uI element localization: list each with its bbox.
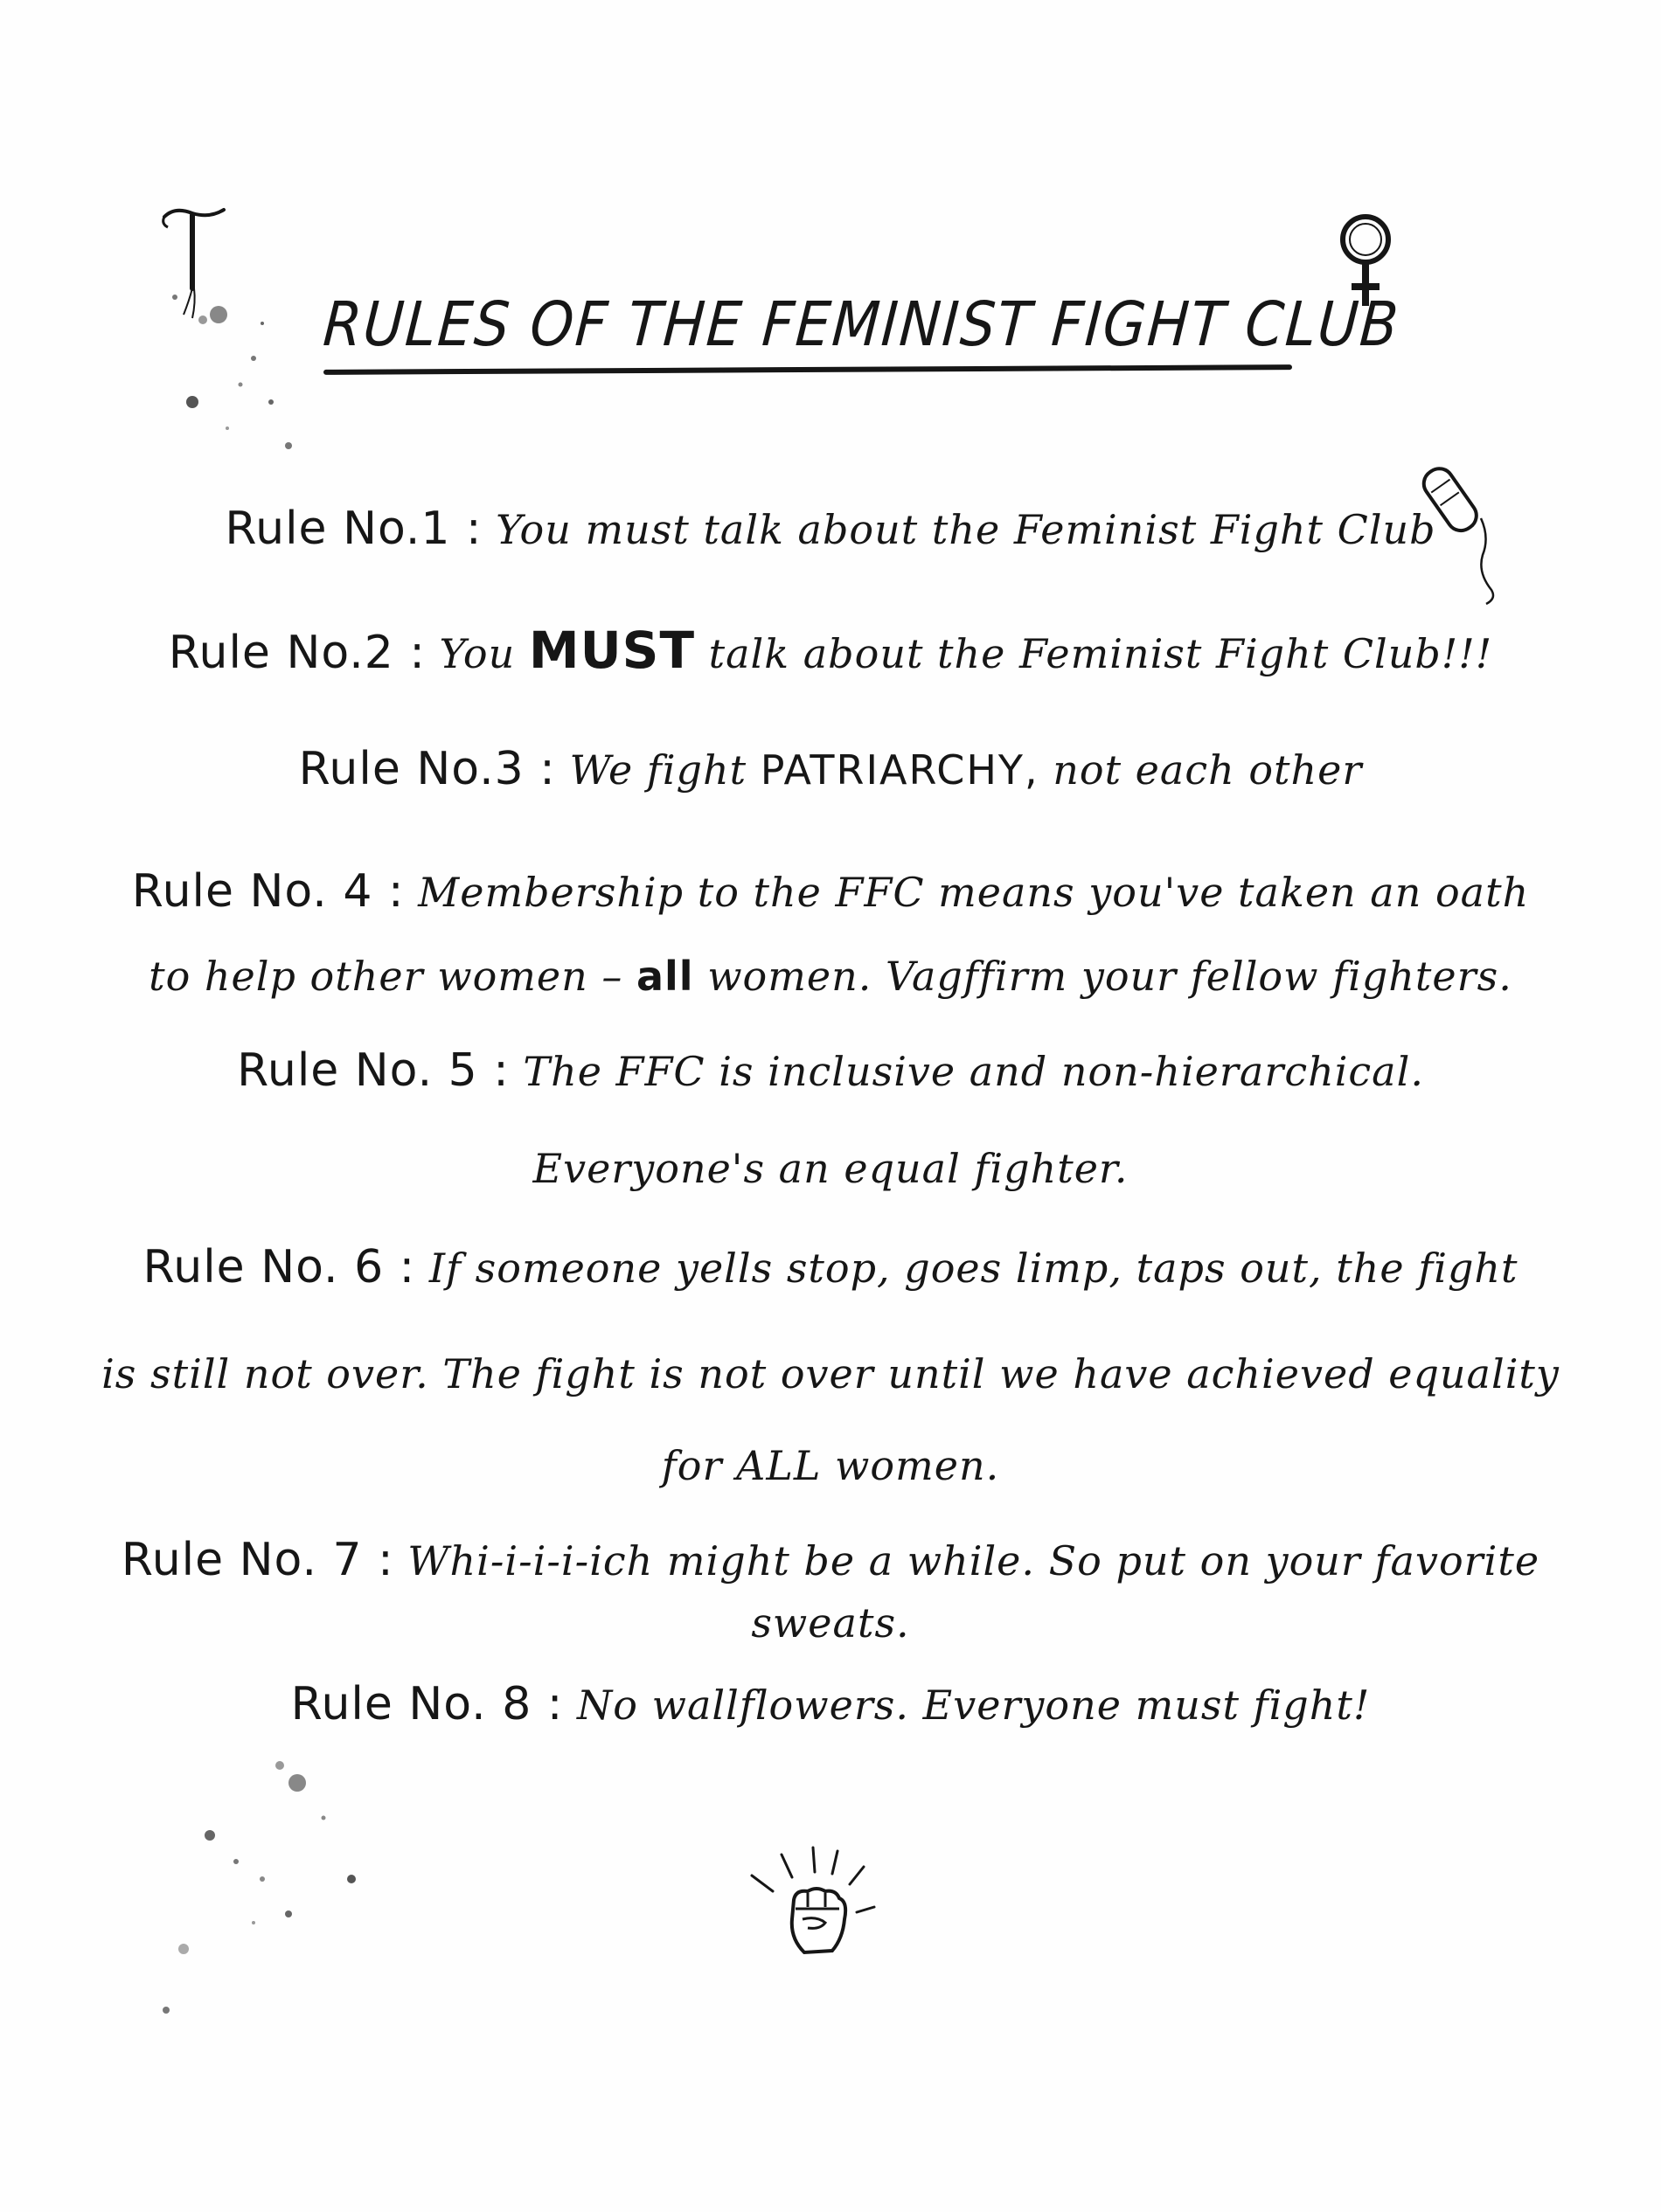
rule-7-text: Whi-i-i-i-ich might be a while. So put on your favorite <box>407 1537 1540 1584</box>
rule-5 <box>0 1044 1661 1097</box>
tampon-icon <box>1416 450 1512 607</box>
rule-4-cont-bold: all <box>636 953 694 1000</box>
rule-2 <box>0 621 1661 680</box>
rule-1 <box>0 503 1661 555</box>
rule-6-continued: is still not over. The fight is not over until we have achieved equality <box>101 1350 1560 1397</box>
raised-fist-icon <box>741 1835 890 1966</box>
rule-4-continued <box>0 953 1661 1000</box>
rule-6-label: Rule No. 6 : <box>142 1241 416 1293</box>
rule-7-label: Rule No. 7 : <box>121 1534 394 1586</box>
rule-4 <box>0 865 1661 918</box>
rule-2-pre: You <box>439 630 516 677</box>
rule-5-text: The FFC is inclusive and non-hierarchical. <box>523 1048 1424 1095</box>
ink-speckles-bottom-left <box>149 1748 358 2028</box>
rule-3-post: not each other <box>1053 746 1363 794</box>
rule-1-label: Rule No.1 : <box>225 503 483 555</box>
rule-4-label: Rule No. 4 : <box>131 865 405 918</box>
rule-3-caps: PATRIARCHY, <box>760 746 1039 794</box>
page-title: RULES OF THE FEMINIST FIGHT CLUB <box>321 288 1402 360</box>
rule-3-label: Rule No.3 : <box>298 743 556 795</box>
rule-3-pre: We fight <box>569 746 747 794</box>
rule-2-post: talk about the Feminist Fight Club!!! <box>708 630 1493 677</box>
rule-3 <box>0 743 1661 795</box>
rule-5-continued: Everyone's an equal fighter. <box>532 1145 1129 1192</box>
rule-7 <box>0 1534 1661 1586</box>
rule-6 <box>0 1241 1661 1293</box>
rule-7-continued: sweats. <box>751 1599 910 1647</box>
rule-2-label: Rule No.2 : <box>168 627 426 679</box>
rule-8-label: Rule No. 8 : <box>290 1678 564 1730</box>
ink-speckles-top-left <box>157 288 332 507</box>
rule-8-text: No wallflowers. Everyone must fight! <box>577 1682 1371 1729</box>
rule-2-emphasis: MUST <box>528 621 696 680</box>
rule-4-cont-pre: to help other women – <box>149 953 623 1000</box>
venus-symbol-icon <box>1327 210 1406 315</box>
rule-5-label: Rule No. 5 : <box>237 1044 510 1097</box>
rule-4-cont-post: women. Vagffirm your fellow fighters. <box>707 953 1512 1000</box>
rule-6-continued-2: for ALL women. <box>661 1442 1000 1489</box>
rule-1-text: You must talk about the Feminist Fight Club <box>496 506 1436 553</box>
rule-8 <box>0 1678 1661 1730</box>
rule-6-text: If someone yells stop, goes limp, taps out, the fight <box>428 1245 1519 1292</box>
title-underline <box>323 364 1292 375</box>
rule-4-text: Membership to the FFC means you've taken an oath <box>418 869 1530 916</box>
